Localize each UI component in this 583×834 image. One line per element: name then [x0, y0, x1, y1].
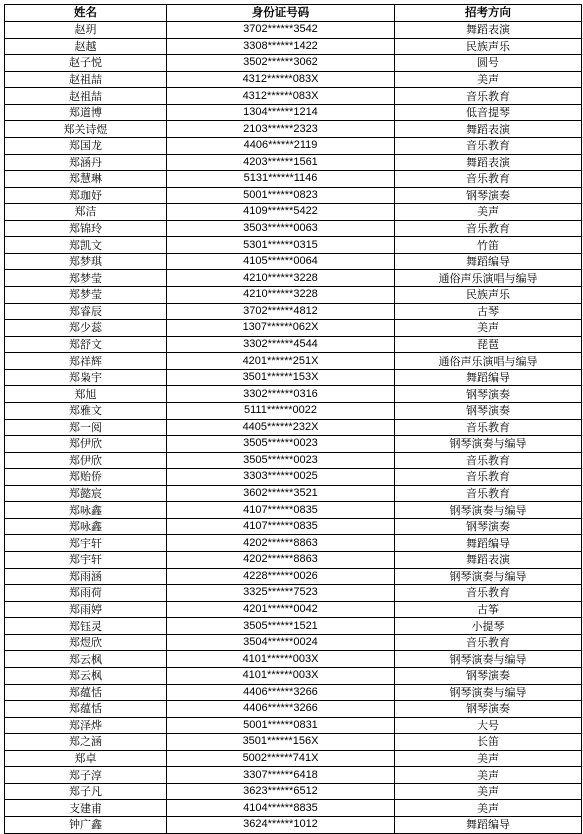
table-row [5, 800, 582, 817]
cell-direction: 美声 [395, 320, 582, 337]
cell-direction: 舞蹈编导 [395, 535, 582, 552]
cell-id-number: 3623******6512 [167, 783, 395, 800]
cell-direction: 音乐教育 [395, 419, 582, 436]
cell-direction: 民族声乐 [395, 287, 582, 304]
table-row [5, 684, 582, 701]
cell-id-number: 4104******8835 [167, 800, 395, 817]
cell-id-number: 4109******5422 [167, 204, 395, 221]
cell-id-number: 3302******4544 [167, 336, 395, 353]
table-row [5, 287, 582, 304]
cell-direction: 长笛 [395, 734, 582, 751]
cell-direction: 琵琶 [395, 336, 582, 353]
cell-id-number: 4406******3266 [167, 684, 395, 701]
cell-direction: 音乐教育 [395, 88, 582, 105]
cell-name: 郑懿宸 [5, 485, 167, 502]
cell-direction: 舞蹈编导 [395, 369, 582, 386]
cell-direction: 音乐教育 [395, 171, 582, 188]
cell-name: 赵祖喆 [5, 88, 167, 105]
cell-name: 郑子淳 [5, 767, 167, 784]
cell-id-number: 4101******003X [167, 651, 395, 668]
cell-direction: 舞蹈表演 [395, 552, 582, 569]
table-row [5, 187, 582, 204]
table-row [5, 220, 582, 237]
cell-name: 郑宇轩 [5, 535, 167, 552]
cell-id-number: 4105******0064 [167, 253, 395, 270]
table-row [5, 137, 582, 154]
cell-id-number: 3624******1012 [167, 817, 395, 834]
header-direction: 招考方向 [395, 5, 582, 22]
cell-id-number: 3602******3521 [167, 485, 395, 502]
cell-name: 郑枭宇 [5, 369, 167, 386]
cell-name: 郑云枫 [5, 667, 167, 684]
table-row [5, 171, 582, 188]
cell-direction: 钢琴演奏与编导 [395, 436, 582, 453]
cell-name: 郑煜欣 [5, 634, 167, 651]
cell-id-number: 4210******3228 [167, 270, 395, 287]
cell-direction: 竹笛 [395, 237, 582, 254]
cell-id-number: 3505******0023 [167, 436, 395, 453]
table-row [5, 452, 582, 469]
cell-id-number: 4107******0835 [167, 518, 395, 535]
table-row [5, 767, 582, 784]
cell-id-number: 5301******0315 [167, 237, 395, 254]
cell-id-number: 3505******0023 [167, 452, 395, 469]
cell-name: 郑关诗煜 [5, 121, 167, 138]
cell-id-number: 4406******3266 [167, 701, 395, 718]
cell-direction: 钢琴演奏 [395, 402, 582, 419]
table-row [5, 237, 582, 254]
cell-direction: 低音提琴 [395, 104, 582, 121]
cell-name: 郑伊欣 [5, 452, 167, 469]
cell-direction: 音乐教育 [395, 469, 582, 486]
cell-name: 郑咏鑫 [5, 502, 167, 519]
table-row [5, 336, 582, 353]
cell-name: 郑钰灵 [5, 618, 167, 635]
cell-name: 郑睿辰 [5, 303, 167, 320]
cell-name: 郑贻侨 [5, 469, 167, 486]
table-row [5, 104, 582, 121]
table-row [5, 22, 582, 39]
cell-direction: 音乐教育 [395, 137, 582, 154]
cell-id-number: 4228******0026 [167, 568, 395, 585]
cell-name: 郑慧琳 [5, 171, 167, 188]
cell-id-number: 2103******2323 [167, 121, 395, 138]
table-row [5, 601, 582, 618]
cell-id-number: 4202******8863 [167, 552, 395, 569]
table-row [5, 121, 582, 138]
cell-direction: 大号 [395, 717, 582, 734]
cell-name: 郑旭 [5, 386, 167, 403]
table-row [5, 701, 582, 718]
table-row [5, 568, 582, 585]
cell-id-number: 5111******0022 [167, 402, 395, 419]
cell-id-number: 4101******003X [167, 667, 395, 684]
cell-name: 郑雨婷 [5, 601, 167, 618]
cell-direction: 音乐教育 [395, 220, 582, 237]
cell-id-number: 4201******251X [167, 353, 395, 370]
cell-direction: 钢琴演奏与编导 [395, 568, 582, 585]
cell-name: 郑伊欣 [5, 436, 167, 453]
table-row [5, 369, 582, 386]
table-row [5, 270, 582, 287]
cell-name: 郑道博 [5, 104, 167, 121]
cell-id-number: 5001******0823 [167, 187, 395, 204]
table-row [5, 750, 582, 767]
table-row [5, 518, 582, 535]
table-row [5, 88, 582, 105]
table-row [5, 717, 582, 734]
cell-direction: 钢琴演奏与编导 [395, 502, 582, 519]
table-row [5, 55, 582, 72]
cell-name: 郑雨荷 [5, 585, 167, 602]
table-row [5, 71, 582, 88]
cell-name: 郑舒文 [5, 336, 167, 353]
cell-id-number: 1304******1214 [167, 104, 395, 121]
cell-name: 郑宇轩 [5, 552, 167, 569]
cell-direction: 美声 [395, 800, 582, 817]
header-name: 姓名 [5, 5, 167, 22]
cell-name: 郑少蕊 [5, 320, 167, 337]
table-row [5, 386, 582, 403]
table-row [5, 667, 582, 684]
cell-direction: 钢琴演奏 [395, 667, 582, 684]
cell-direction: 钢琴演奏与编导 [395, 651, 582, 668]
cell-id-number: 1307******062X [167, 320, 395, 337]
cell-direction: 舞蹈表演 [395, 154, 582, 171]
cell-id-number: 3501******156X [167, 734, 395, 751]
cell-direction: 圆号 [395, 55, 582, 72]
cell-direction: 美声 [395, 204, 582, 221]
table-row [5, 783, 582, 800]
cell-id-number: 3325******7523 [167, 585, 395, 602]
cell-id-number: 3501******153X [167, 369, 395, 386]
cell-direction: 民族声乐 [395, 38, 582, 55]
cell-name: 郑卓 [5, 750, 167, 767]
table-row [5, 634, 582, 651]
cell-direction: 通俗声乐演唱与编导 [395, 353, 582, 370]
cell-direction: 美声 [395, 783, 582, 800]
table-row [5, 585, 582, 602]
cell-direction: 钢琴演奏 [395, 518, 582, 535]
cell-id-number: 4312******083X [167, 88, 395, 105]
cell-id-number: 3702******4812 [167, 303, 395, 320]
cell-id-number: 3502******3062 [167, 55, 395, 72]
cell-name: 郑国龙 [5, 137, 167, 154]
cell-id-number: 4210******3228 [167, 287, 395, 304]
cell-name: 郑凯文 [5, 237, 167, 254]
cell-name: 钟广鑫 [5, 817, 167, 834]
cell-name: 郑雨涵 [5, 568, 167, 585]
table-row [5, 353, 582, 370]
cell-direction: 钢琴演奏与编导 [395, 684, 582, 701]
table-row [5, 436, 582, 453]
cell-id-number: 4107******0835 [167, 502, 395, 519]
cell-name: 郑涵丹 [5, 154, 167, 171]
table-row [5, 419, 582, 436]
cell-name: 郑子凡 [5, 783, 167, 800]
cell-name: 郑云枫 [5, 651, 167, 668]
cell-direction: 舞蹈表演 [395, 22, 582, 39]
cell-name: 郑雅文 [5, 402, 167, 419]
cell-name: 郑洁 [5, 204, 167, 221]
cell-id-number: 4312******083X [167, 71, 395, 88]
cell-direction: 舞蹈编导 [395, 817, 582, 834]
cell-name: 郑蕴恬 [5, 701, 167, 718]
table-row [5, 38, 582, 55]
cell-id-number: 4202******8863 [167, 535, 395, 552]
cell-direction: 通俗声乐演唱与编导 [395, 270, 582, 287]
cell-id-number: 5002******741X [167, 750, 395, 767]
table-row [5, 817, 582, 834]
cell-id-number: 3303******0025 [167, 469, 395, 486]
cell-name: 郑祥辉 [5, 353, 167, 370]
cell-id-number: 3503******0063 [167, 220, 395, 237]
table-body [5, 22, 582, 834]
cell-name: 支建甫 [5, 800, 167, 817]
cell-name: 郑蕴恬 [5, 684, 167, 701]
cell-id-number: 4203******1561 [167, 154, 395, 171]
cell-id-number: 5001******0831 [167, 717, 395, 734]
cell-name: 郑泽烨 [5, 717, 167, 734]
cell-id-number: 3302******0316 [167, 386, 395, 403]
cell-direction: 小提琴 [395, 618, 582, 635]
table-row [5, 485, 582, 502]
cell-direction: 美声 [395, 750, 582, 767]
cell-id-number: 3504******0024 [167, 634, 395, 651]
table-row [5, 651, 582, 668]
table-row [5, 402, 582, 419]
cell-direction: 舞蹈编导 [395, 253, 582, 270]
cell-name: 郑梦琪 [5, 253, 167, 270]
applicant-table [4, 4, 582, 834]
cell-direction: 钢琴演奏 [395, 386, 582, 403]
cell-name: 郑锦玲 [5, 220, 167, 237]
cell-id-number: 3307******6418 [167, 767, 395, 784]
table-row [5, 204, 582, 221]
cell-name: 郑一阅 [5, 419, 167, 436]
table-row [5, 535, 582, 552]
cell-id-number: 4406******2119 [167, 137, 395, 154]
cell-name: 赵玥 [5, 22, 167, 39]
table-row [5, 469, 582, 486]
cell-id-number: 4201******0042 [167, 601, 395, 618]
cell-name: 郑珈妤 [5, 187, 167, 204]
cell-name: 赵祖喆 [5, 71, 167, 88]
table-row [5, 618, 582, 635]
table-row [5, 154, 582, 171]
cell-id-number: 3308******1422 [167, 38, 395, 55]
cell-name: 赵越 [5, 38, 167, 55]
cell-id-number: 3505******1521 [167, 618, 395, 635]
table-row [5, 734, 582, 751]
cell-direction: 美声 [395, 767, 582, 784]
header-id-number: 身份证号码 [167, 5, 395, 22]
cell-direction: 古筝 [395, 601, 582, 618]
table-row [5, 320, 582, 337]
cell-direction: 舞蹈表演 [395, 121, 582, 138]
table-row [5, 253, 582, 270]
cell-direction: 音乐教育 [395, 634, 582, 651]
cell-direction: 音乐教育 [395, 585, 582, 602]
cell-direction: 古琴 [395, 303, 582, 320]
cell-direction: 音乐教育 [395, 485, 582, 502]
cell-name: 郑梦莹 [5, 287, 167, 304]
cell-id-number: 5131******1146 [167, 171, 395, 188]
table-row [5, 303, 582, 320]
cell-id-number: 4405******232X [167, 419, 395, 436]
cell-id-number: 3702******3542 [167, 22, 395, 39]
table-row [5, 552, 582, 569]
cell-name: 郑之涵 [5, 734, 167, 751]
cell-name: 郑梦莹 [5, 270, 167, 287]
header-row [5, 5, 582, 22]
table-row [5, 502, 582, 519]
cell-direction: 钢琴演奏 [395, 187, 582, 204]
cell-direction: 美声 [395, 71, 582, 88]
cell-direction: 音乐教育 [395, 452, 582, 469]
cell-name: 赵子悦 [5, 55, 167, 72]
cell-direction: 钢琴演奏 [395, 701, 582, 718]
cell-name: 郑咏鑫 [5, 518, 167, 535]
